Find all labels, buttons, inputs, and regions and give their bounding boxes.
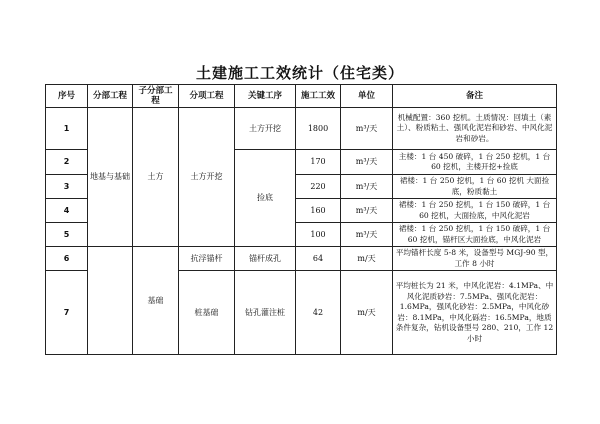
division-cell-continued xyxy=(88,247,133,355)
subdivision-cell: 基础 xyxy=(133,247,179,355)
subdivision-cell: 土方 xyxy=(133,108,179,247)
note-cell: 平均桩长为 21 米，中风化泥岩：4.1MPa、中风化泥质砂岩：7.5MPa、强风化泥岩：1.6MPa，强风化砂岩：2.5MPa，中风化砂岩：8.1MPa，中风化砾岩：16.5MPa，地质条件复杂，钻机设备型号 280、210，工作 12 小时 xyxy=(393,271,557,355)
unit-cell: m³/天 xyxy=(341,223,393,247)
table-row xyxy=(46,108,557,150)
unit-cell: m³/天 xyxy=(341,175,393,199)
efficiency-cell: 64 xyxy=(296,247,341,271)
note-cell: 机械配置：360 挖机。土质情况：回填土（素土）、粉质粘土、强风化泥岩和砂岩、中风化泥岩和砂岩。 xyxy=(393,108,557,150)
header-cell: 子分部工程 xyxy=(133,85,179,108)
efficiency-cell: 160 xyxy=(296,199,341,223)
note-cell: 主楼：1 台 450 破碎，1 台 250 挖机，1 台 60 挖机，主楼开挖+捡底 xyxy=(393,150,557,175)
unit-cell: m/天 xyxy=(341,271,393,355)
unit-cell: m³/天 xyxy=(341,108,393,150)
unit-cell: m/天 xyxy=(341,247,393,271)
table-row xyxy=(46,247,557,271)
row-number: 1 xyxy=(46,108,88,150)
row-number: 2 xyxy=(46,150,88,175)
row-number: 7 xyxy=(46,271,88,355)
note-cell: 裙楼：1 台 250 挖机，1 台 60 挖机 大面捡底，粉质黏土 xyxy=(393,175,557,199)
header-cell: 序号 xyxy=(46,85,88,108)
unit-cell: m³/天 xyxy=(341,199,393,223)
row-number: 3 xyxy=(46,175,88,199)
header-cell: 单位 xyxy=(341,85,393,108)
efficiency-cell: 42 xyxy=(296,271,341,355)
efficiency-cell: 1800 xyxy=(296,108,341,150)
row-number: 4 xyxy=(46,199,88,223)
efficiency-table xyxy=(45,84,557,355)
header-row xyxy=(46,85,557,108)
key-process-cell: 锚杆成孔 xyxy=(235,247,296,271)
row-number: 5 xyxy=(46,223,88,247)
note-cell: 裙楼：1 台 250 挖机，1 台 150 破碎，1 台 60 挖机，大面捡底，中风化泥岩 xyxy=(393,199,557,223)
subitem-cell: 土方开挖 xyxy=(179,108,235,247)
efficiency-cell: 100 xyxy=(296,223,341,247)
key-process-cell: 捡底 xyxy=(235,150,296,247)
subitem-cell: 桩基础 xyxy=(179,271,235,355)
note-cell: 平均锚杆长度 5-8 米，设备型号 MGJ-90 型，工作 8 小时 xyxy=(393,247,557,271)
header-cell: 备注 xyxy=(393,85,557,108)
key-process-cell: 钻孔灌注桩 xyxy=(235,271,296,355)
header-cell: 分部工程 xyxy=(88,85,133,108)
row-number: 6 xyxy=(46,247,88,271)
division-cell: 地基与基础 xyxy=(88,108,133,247)
header-cell: 关键工序 xyxy=(235,85,296,108)
unit-cell: m³/天 xyxy=(341,150,393,175)
key-process-cell: 土方开挖 xyxy=(235,108,296,150)
header-cell: 分项工程 xyxy=(179,85,235,108)
efficiency-cell: 170 xyxy=(296,150,341,175)
page-title: 土建施工工效统计（住宅类） xyxy=(195,64,404,82)
efficiency-cell: 220 xyxy=(296,175,341,199)
note-cell: 裙楼：1 台 250 挖机，1 台 150 破碎，1 台 60 挖机，锚杆区大面捡底，中风化泥岩 xyxy=(393,223,557,247)
subitem-cell: 抗浮锚杆 xyxy=(179,247,235,271)
header-cell: 施工工效 xyxy=(296,85,341,108)
